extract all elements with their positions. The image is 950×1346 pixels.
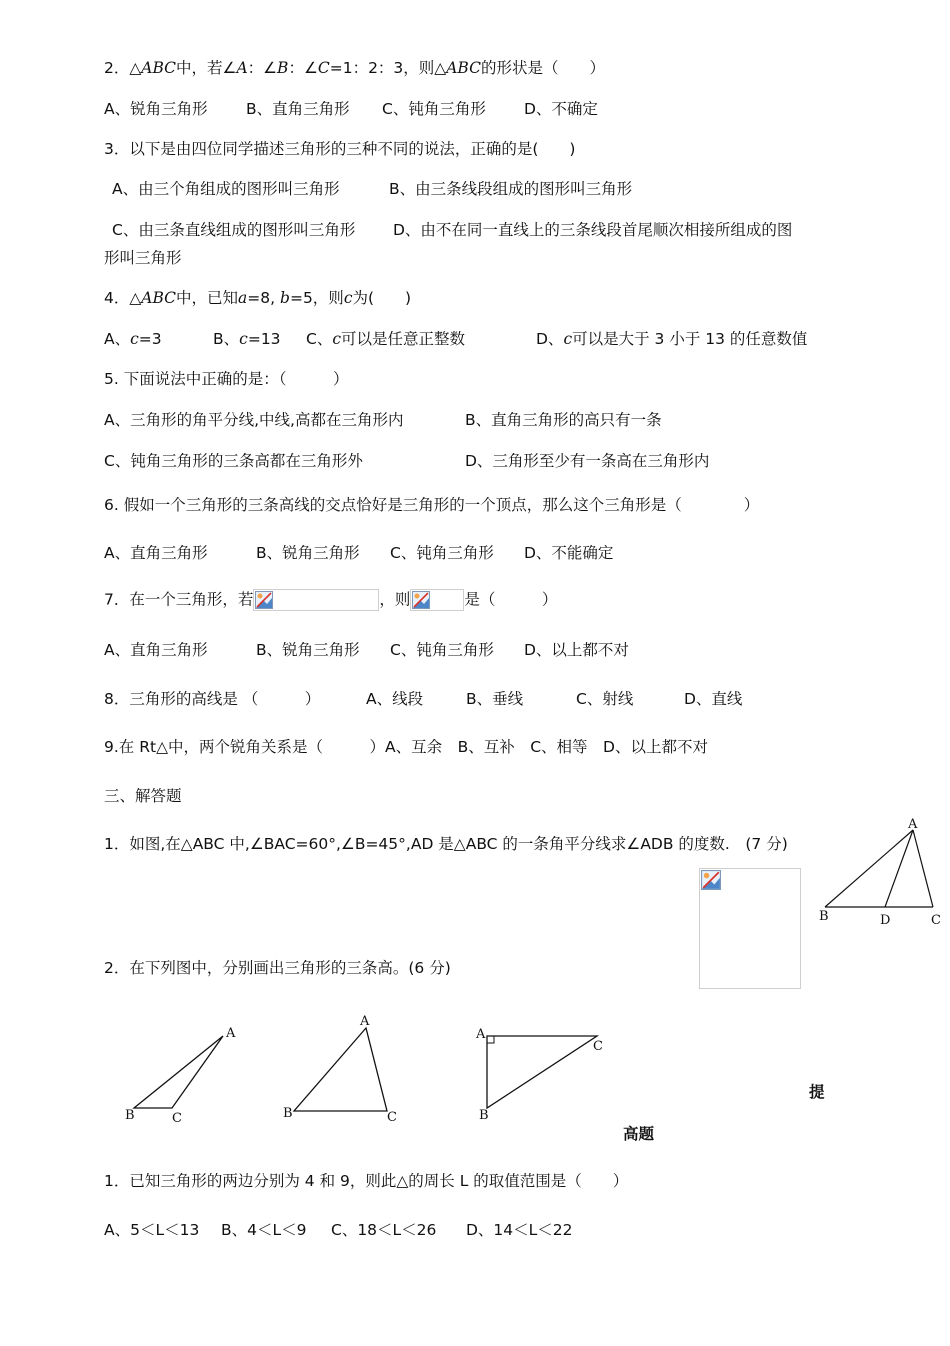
label-c: C [593,1039,603,1054]
side-ac [913,830,933,907]
q4-option-c [306,329,465,349]
label-a: A [226,1026,236,1041]
side-ab [825,830,913,907]
q4-text-post: 为( ) [352,289,412,307]
q2-angle-a: A [236,59,248,77]
q4-text-mid1: 中，已知 [176,289,239,307]
q4-opt-c-text: 可以是任意正整数 [341,330,466,348]
q4-opt-b-var: c [239,330,248,348]
label-d: D [880,913,891,928]
q3-option-a: A、由三个角组成的图形叫三角形 [112,180,340,198]
q7-text-pre: 7．在一个三角形，若 [104,590,254,609]
q4-var-c: c [343,289,353,307]
q2-sep1: ：∠ [247,59,278,77]
q4-opt-b-letter: B、 [213,330,240,348]
q4-opt-c-letter: C、 [306,330,333,348]
section-title: 三、解答题 [104,787,182,805]
q7-option-b: B、锐角三角形 [256,641,360,659]
label-b: B [125,1108,135,1123]
q8-stem: 8．三角形的高线是 （ ） [104,690,321,708]
q3-stem: 3．以下是由四位同学描述三角形的三种不同的说法，正确的是( ) [104,140,576,158]
q2-text-mid1: 中，若∠ [176,59,237,77]
q3-option-d: D、由不在同一直线上的三条线段首尾顺次相接所组成的图 [393,221,793,239]
q4-var-b: b [280,289,290,307]
broken-image-icon [255,591,273,609]
q4-opt-b-text: =13 [247,330,281,348]
q2-option-d: D、不确定 [524,100,598,118]
q4-option-a [104,329,162,349]
q7-text-mid: ，则 [379,590,411,609]
q7-option-c: C、钝角三角形 [390,641,494,659]
q4-text-pre: 4．△ [104,289,142,307]
q4-stem [104,288,411,308]
q8-option-c: C、射线 [576,690,634,708]
q2-angle-c: C [317,59,330,77]
q7-option-a: A、直角三角形 [104,641,208,659]
q4-var-a: a [238,289,248,307]
q2-angle-b: B [277,59,289,77]
q4-option-b [213,329,281,349]
q5-option-a: A、三角形的角平分线,中线,高都在三角形内 [104,411,404,429]
q5-option-c: C、钝角三角形的三条高都在三角形外 [104,452,363,470]
q7-condition-image [253,589,379,611]
q9-stem: 9.在 Rt△中，两个锐角关系是（ ）A、互余 B、互补 C、相等 D、以上都不对 [104,738,708,756]
ext1-option-a: A、5＜L＜13 [104,1221,200,1239]
s3q2-text: 2．在下列图中，分别画出三角形的三条高。(6 分) [104,959,451,977]
q5-option-d: D、三角形至少有一条高在三角形内 [465,452,710,470]
q2-text-mid2: =1：2：3，则△ [329,59,447,77]
label-a: A [360,1014,370,1029]
q4-text-mid3: =5，则 [289,289,344,307]
q8-option-d: D、直线 [684,690,743,708]
s3q2-triangle-right [470,1020,610,1125]
q2-option-b: B、直角三角形 [246,100,350,118]
s3q1-image-placeholder [699,868,801,989]
q2-sep2: ：∠ [288,59,318,77]
label-c: C [387,1110,397,1125]
s3q1-triangle-figure [815,813,945,931]
q3-option-c: C、由三条直线组成的图形叫三角形 [112,221,356,239]
q4-opt-a-var: c [130,330,139,348]
q6-option-c: C、钝角三角形 [390,544,494,562]
q2-stem [104,58,605,78]
q3-option-b: B、由三条线段组成的图形叫三角形 [389,180,633,198]
q2-option-a: A、锐角三角形 [104,100,208,118]
q8-option-a: A、线段 [366,690,424,708]
ext1-option-c: C、18＜L＜26 [331,1221,437,1239]
heading-part1: 提 [809,1083,825,1101]
s3q2-triangle-obtuse [120,1018,245,1130]
broken-image-icon [701,870,721,890]
q2-text-pre: 2．△ [104,59,142,77]
broken-image-icon [412,591,430,609]
q4-option-d [536,329,807,349]
heading-part2: 高题 [623,1125,655,1143]
s3q2-triangle-acute [278,1010,408,1128]
ext1-option-d: D、14＜L＜22 [466,1221,573,1239]
q5-option-b: B、直角三角形的高只有一条 [465,411,662,429]
q4-opt-c-var: c [332,330,342,348]
q2-abc2: ABC [446,59,481,77]
q6-stem: 6. 假如一个三角形的三条高线的交点恰好是三角形的一个顶点，那么这个三角形是（ ） [104,496,760,514]
q4-opt-d-letter: D、 [536,330,564,348]
q4-text-mid2: =8, [247,289,276,307]
label-c: C [931,913,941,928]
q2-text-post: 的形状是（ ） [480,59,605,77]
q6-option-b: B、锐角三角形 [256,544,360,562]
q6-option-d: D、不能确定 [524,544,614,562]
label-c: C [172,1111,182,1126]
q4-abc: ABC [141,289,177,307]
q4-opt-d-text: 可以是大于 3 小于 13 的任意数值 [572,330,808,348]
q2-option-c: C、钝角三角形 [382,100,486,118]
label-a: A [908,817,918,832]
label-b: B [283,1106,293,1121]
q2-abc: ABC [141,59,177,77]
label-b: B [819,909,829,924]
triangle-shape [487,1036,597,1108]
ext1-stem: 1．已知三角形的两边分别为 4 和 9，则此△的周长 L 的取值范围是（ ） [104,1172,629,1190]
label-b: B [479,1108,489,1123]
q8-option-b: B、垂线 [466,690,524,708]
q4-opt-d-var: c [563,330,573,348]
triangle-shape [134,1036,223,1108]
q7-text-post: 是（ ） [464,590,558,609]
triangle-shape [294,1028,387,1111]
q4-opt-a-text: =3 [138,330,162,348]
q7-stem [104,589,557,611]
ext1-option-b: B、4＜L＜9 [221,1221,307,1239]
q4-opt-a-letter: A、 [104,330,131,348]
q3-option-d-cont: 形叫三角形 [104,249,182,267]
q5-stem: 5. 下面说法中正确的是：（ ） [104,370,349,388]
label-a: A [476,1027,486,1042]
q7-option-d: D、以上都不对 [524,641,629,659]
s3q1-text: 1．如图,在△ABC 中,∠BAC=60°,∠B=45°,AD 是△ABC 的一条角平分线求∠ADB 的度数. (7 分) [104,835,788,853]
q7-target-image [410,589,464,611]
q6-option-a: A、直角三角形 [104,544,208,562]
right-angle-mark [487,1036,494,1043]
